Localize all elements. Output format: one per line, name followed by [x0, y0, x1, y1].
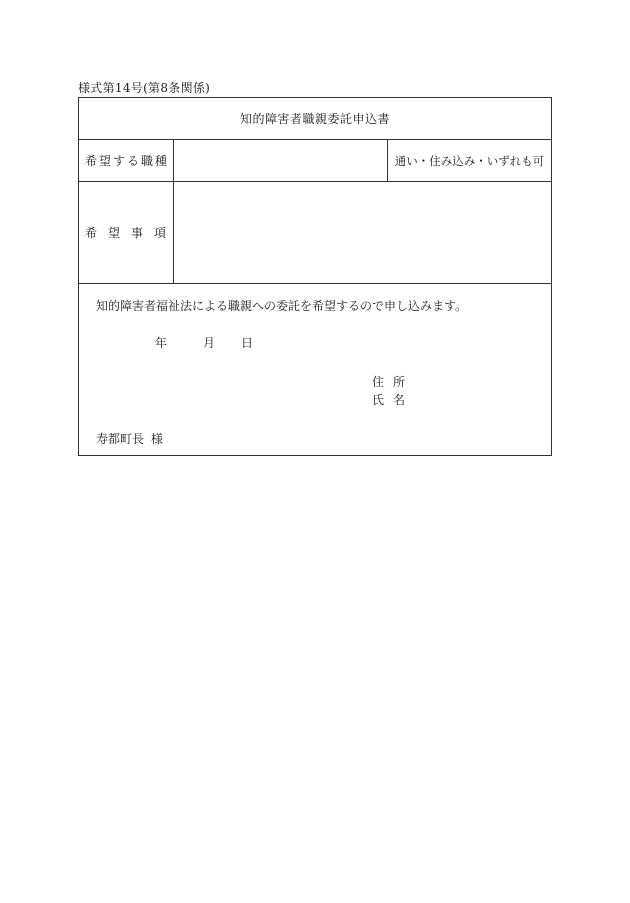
application-form	[78, 97, 552, 456]
addressee	[96, 430, 163, 447]
applicant-name-label: 氏名	[372, 393, 415, 407]
application-statement-section	[79, 284, 551, 455]
desired-job-field[interactable]	[174, 140, 388, 181]
addressee-honorific: 様	[151, 432, 164, 446]
date-day-label: 日	[241, 336, 254, 350]
form-number: 様式第14号(第8条関係)	[78, 81, 211, 95]
application-statement: 知的障害者福祉法による職親への委託を希望するので申し込みます。	[96, 299, 468, 313]
desired-job-label: 希望する職種	[79, 140, 174, 181]
desired-job-row	[79, 140, 551, 182]
addressee-name: 寿都町長	[96, 432, 145, 446]
desired-items-row	[79, 182, 551, 284]
applicant-address-label: 住所	[372, 375, 415, 389]
desired-items-label: 希望事項	[79, 182, 174, 283]
form-title: 知的障害者職親委託申込書	[239, 112, 390, 126]
form-title-row	[79, 98, 551, 140]
application-date	[155, 334, 253, 351]
date-month-label: 月	[203, 336, 216, 350]
commute-option-text: 通い・住み込み・いずれも可	[394, 153, 545, 168]
date-year-label: 年	[155, 336, 168, 350]
desired-items-field[interactable]	[174, 182, 551, 283]
